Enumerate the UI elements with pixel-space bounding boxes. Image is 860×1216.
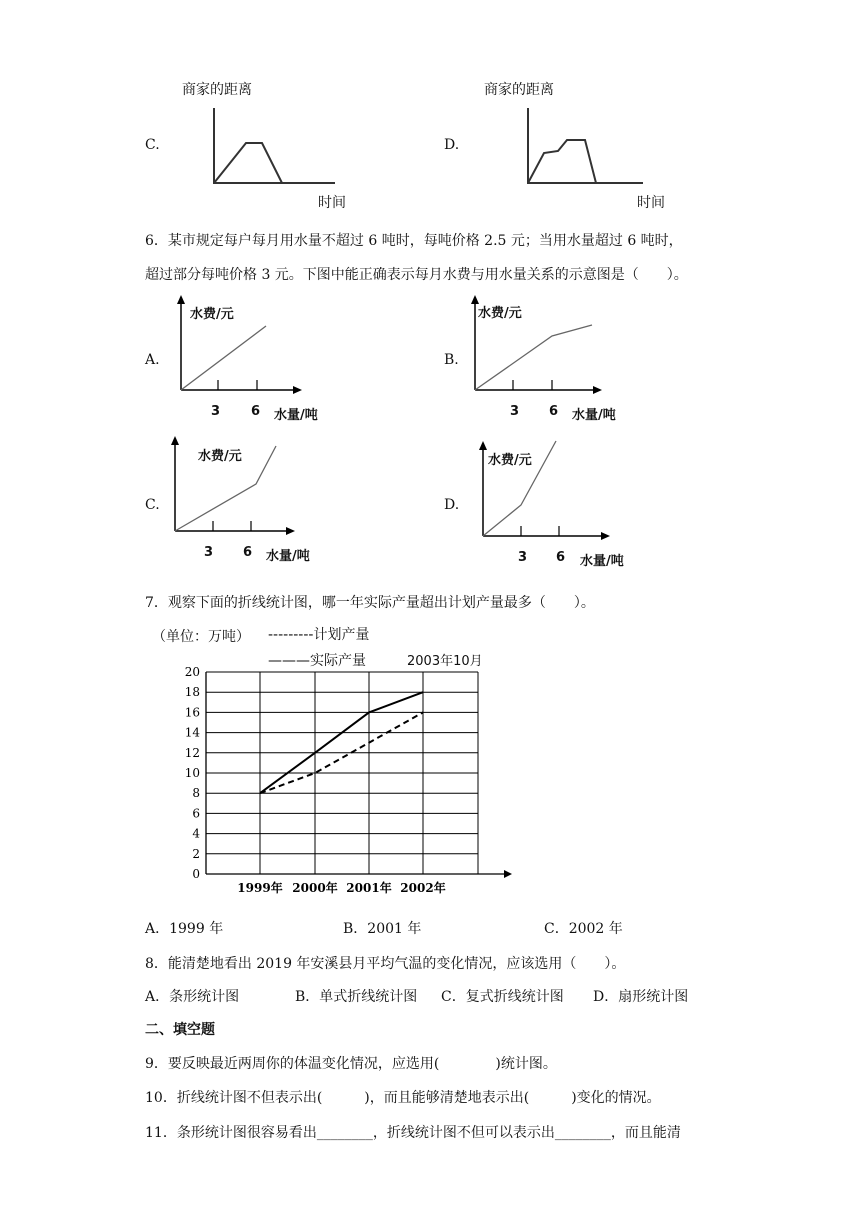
x-tick-label: 2000年 <box>292 881 338 895</box>
q6-a-xlabel: 水量/吨 <box>274 408 318 423</box>
q6-option-c: C. <box>145 497 160 513</box>
q9-text: 9．要反映最近两周你的体温变化情况，应选用( )统计图。 <box>145 1056 557 1072</box>
q7-text: 7．观察下面的折线统计图，哪一年实际产量超出计划产量最多（ ）。 <box>145 595 595 611</box>
q8-text: 8．能清楚地看出 2019 年安溪县月平均气温的变化情况，应该选用（ ）。 <box>145 956 626 972</box>
x-tick-label: 2002年 <box>400 881 446 895</box>
y-tick-label: 0 <box>192 867 200 881</box>
y-tick-label: 2 <box>192 846 200 861</box>
y-tick-label: 10 <box>184 766 200 780</box>
x-tick-label: 1999年 <box>237 881 283 895</box>
q8-option-d: D．扇形统计图 <box>593 989 689 1005</box>
q6-option-b: B. <box>444 352 459 368</box>
graph-c-xlabel: 时间 <box>318 195 346 211</box>
y-tick-label: 8 <box>192 786 200 801</box>
q6-option-a: A. <box>145 352 160 368</box>
graph-d-xlabel: 时间 <box>637 195 665 211</box>
y-tick-label: 12 <box>184 745 200 760</box>
q8-option-c: C．复式折线统计图 <box>441 989 564 1005</box>
legend-actual-text: 实际产量 <box>310 653 366 669</box>
option-d-label: D. <box>444 137 460 153</box>
q6-b-tick3: 3 <box>510 404 520 419</box>
q6-d-tick6: 6 <box>556 550 566 565</box>
q8-option-b: B．单式折线统计图 <box>295 989 418 1005</box>
q6-a-ylabel: 水费/元 <box>190 307 234 322</box>
q6-c-xlabel: 水量/吨 <box>266 549 310 564</box>
q6-c-ylabel: 水费/元 <box>198 449 242 464</box>
y-tick-label: 18 <box>184 685 200 700</box>
q6-b-ylabel: 水费/元 <box>478 306 522 321</box>
q8-option-a: A．条形统计图 <box>145 989 240 1005</box>
legend-planned-text: 计划产量 <box>313 627 370 643</box>
q6-option-d: D. <box>444 497 460 513</box>
q6-c-tick6: 6 <box>243 545 253 560</box>
q6-d-tick3: 3 <box>518 550 528 565</box>
q6-d-ylabel: 水费/元 <box>488 453 532 468</box>
chart-date-label: 2003年10月 <box>407 654 483 669</box>
y-tick-label: 16 <box>184 705 200 720</box>
option-c-label: C. <box>145 137 160 153</box>
q6-text-line2: 超过部分每吨价格 3 元。下图中能正确表示每月水费与用水量关系的示意图是（ ）。 <box>145 267 688 283</box>
series-line-actual <box>260 692 423 793</box>
y-tick-label: 20 <box>184 665 200 679</box>
x-tick-label: 2001年 <box>346 881 392 895</box>
chart-unit-label: （单位：万吨） <box>152 629 250 645</box>
q7-option-c: C．2002 年 <box>544 921 623 937</box>
q7-option-b: B．2001 年 <box>343 921 422 937</box>
y-tick-label: 14 <box>184 725 200 740</box>
section-title-fill-in: 二、填空题 <box>145 1022 215 1038</box>
q6-b-xlabel: 水量/吨 <box>572 408 616 423</box>
x-axis-arrow <box>504 870 512 878</box>
graph-d-ylabel: 商家的距离 <box>484 82 554 98</box>
legend-actual-line: ——— <box>268 653 310 669</box>
graph-c-ylabel: 商家的距离 <box>182 82 252 98</box>
legend-planned-dash: --------- <box>268 627 314 643</box>
y-tick-label: 6 <box>192 806 200 821</box>
q6-c-tick3: 3 <box>204 545 214 560</box>
q6-text-line1: 6．某市规定每户每月用水量不超过 6 吨时，每吨价格 2.5 元；当用水量超过 6 吨时， <box>145 233 683 249</box>
q6-a-tick3: 3 <box>211 404 221 419</box>
q11-text: 11．条形统计图很容易看出________，折线统计图不但可以表示出________，而且能清 <box>145 1125 681 1141</box>
y-tick-label: 4 <box>192 826 200 841</box>
q6-a-tick6: 6 <box>251 404 261 419</box>
q6-b-tick6: 6 <box>549 404 559 419</box>
q10-text: 10．折线统计图不但表示出( )，而且能够清楚地表示出( )变化的情况。 <box>145 1090 661 1106</box>
q6-d-xlabel: 水量/吨 <box>580 554 624 569</box>
q7-option-a: A．1999 年 <box>145 921 224 937</box>
